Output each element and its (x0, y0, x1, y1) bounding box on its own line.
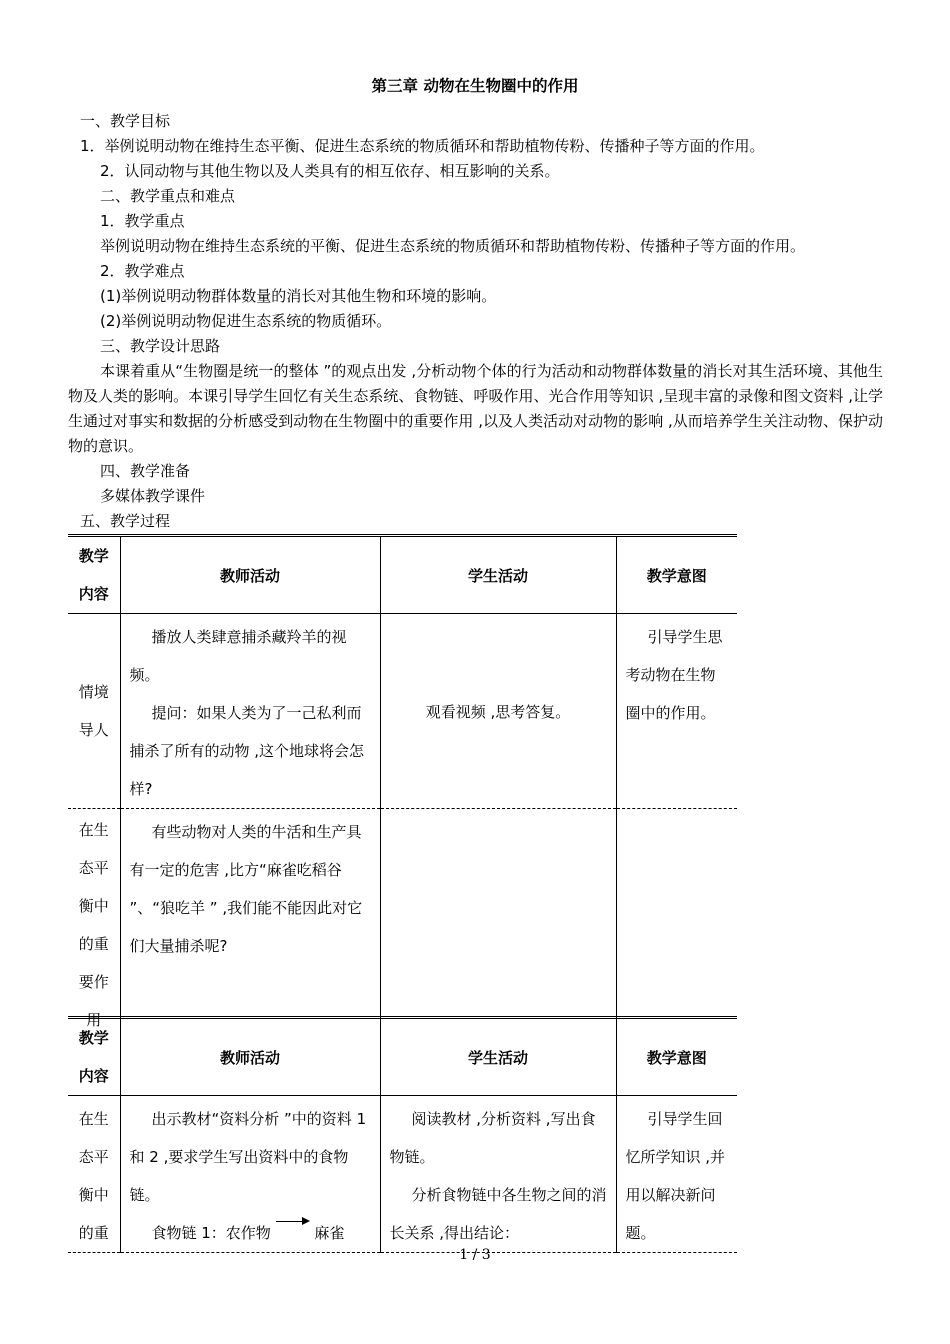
section-4-heading: 四、教学准备 (100, 462, 191, 480)
row-student: 观看视频 ,思考答复。 (380, 614, 616, 809)
header-content: 教学内容 (68, 1018, 120, 1096)
difficulties-heading: 2．教学难点 (100, 262, 185, 280)
header-student: 学生活动 (380, 536, 616, 614)
row-intent: 引导学生回忆所学知识 ,并用以解决新问题。 (625, 1110, 726, 1242)
difficulty-2: (2)举例说明动物促进生态系统的物质循环。 (100, 312, 392, 330)
design-rationale: 本课着重从“生物圈是统一的整体 ”的观点出发 ,分析动物个体的行为活动和动物群体数量的消长对其生活环境、其他生物及人类的影响。本课引导学生回忆有关生态系统、食物链、呼吸作用、光合作用等知识 ,呈现丰富的录像和图文资料 ,让学生通过对事实和数据的分析感受到动物在生物圈中的重要作用 ,以及人类活动对动物的影响 ,从而培养学生关注动物、保护动物的意识。 (68, 362, 883, 455)
row-student (380, 809, 616, 1040)
header-teacher: 教师活动 (120, 1018, 380, 1096)
objective-2: 2．认同动物与其他生物以及人类具有的相互依存、相互影响的关系。 (100, 162, 560, 180)
arrow-right-icon (276, 1227, 310, 1241)
table-row (68, 614, 737, 809)
row-topic: 在生态平衡中的重要作用 (68, 809, 120, 1040)
objective-1: 1．举例说明动物在维持生态平衡、促进生态系统的物质循环和帮助植物传粉、传播种子等方面的作用。 (80, 137, 765, 155)
row-teacher: 有些动物对人类的牛活和生产具有一定的危害 ,比方“麻雀吃稻谷 ”、“狼吃羊 ” ,我们能不能因此对它们大量捕杀呢? (120, 809, 380, 1040)
header-intent: 教学意图 (646, 1048, 707, 1067)
key-points-text: 举例说明动物在维持生态系统的平衡、促进生态系统的物质循环和帮助植物传粉、传播种子等方面的作用。 (100, 237, 806, 255)
header-teacher: 教师活动 (120, 536, 380, 614)
preparation-text: 多媒体教学课件 (100, 487, 206, 505)
row-teacher: 出示教材“资料分析 ”中的资料 1 和 2 ,要求学生写出资料中的食物链。 食物链 1：农作物 麻雀 (120, 1096, 380, 1253)
food-chain-label: 食物链 1：农作物 (151, 1224, 271, 1242)
header-content: 教学内容 (68, 536, 120, 614)
section-2-heading: 二、教学重点和难点 (100, 187, 236, 205)
row-teacher: 播放人类肆意捕杀藏羚羊的视频。 提问：如果人类为了一己私利而捕杀了所有的动物 ,这个地球将会怎样? (120, 614, 380, 809)
row-topic: 情境导人 (68, 614, 120, 809)
row-intent: 引导学生思考动物在生物圈中的作用。 (625, 628, 723, 722)
table-row (68, 1096, 737, 1253)
food-chain-end: 麻雀 (314, 1224, 345, 1242)
row-student: 阅读教材 ,分析资料 ,写出食物链。 分析食物链中各生物之间的消长关系 ,得出结论： (380, 1096, 616, 1253)
difficulty-1: (1)举例说明动物群体数量的消长对其他生物和环境的影响。 (100, 287, 497, 305)
section-1-heading: 一、教学目标 (80, 112, 171, 130)
page-number: 1 / 3 (459, 1247, 491, 1263)
table-row (68, 809, 737, 1040)
lesson-table-1 (68, 534, 737, 1039)
section-3-heading: 三、教学设计思路 (100, 337, 221, 355)
row-intent (616, 809, 737, 1040)
row-topic: 在生态平衡中的重 (68, 1096, 120, 1253)
header-student: 学生活动 (380, 1018, 616, 1096)
section-5-heading: 五、教学过程 (80, 512, 171, 530)
key-points-heading: 1．教学重点 (100, 212, 185, 230)
lesson-table-2 (68, 1016, 737, 1253)
page-title: 第三章 动物在生物圈中的作用 (371, 77, 579, 95)
header-intent: 教学意图 (646, 566, 707, 585)
